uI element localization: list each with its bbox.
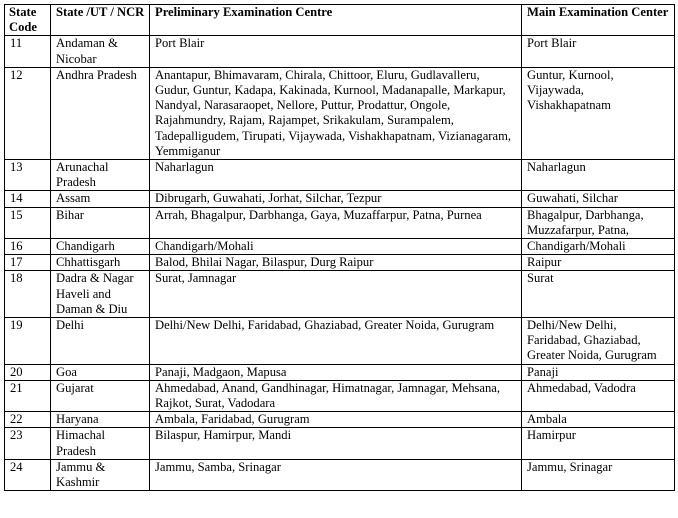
header-preliminary-centre: Preliminary Examination Centre xyxy=(150,5,522,36)
preliminary-centres-cell: Dibrugarh, Guwahati, Jorhat, Silchar, Tezpur xyxy=(150,191,522,207)
table-row xyxy=(5,459,675,490)
preliminary-centres-cell: Ahmedabad, Anand, Gandhinagar, Himatnagar, Jamnagar, Mehsana, Rajkot, Surat, Vadodara xyxy=(150,380,522,411)
main-centres-cell: Port Blair xyxy=(522,36,675,67)
state-code-cell: 19 xyxy=(5,318,51,365)
exam-centre-table xyxy=(4,4,675,491)
main-centres-cell: Raipur xyxy=(522,255,675,271)
main-centres-cell: Guntur, Kurnool, Vijaywada, Vishakhapatnam xyxy=(522,67,675,159)
state-code-cell: 16 xyxy=(5,239,51,255)
state-name-cell: Assam xyxy=(51,191,150,207)
state-code-cell: 15 xyxy=(5,207,51,238)
table-row xyxy=(5,160,675,191)
main-centres-cell: Chandigarh/Mohali xyxy=(522,239,675,255)
state-name-cell: Himachal Pradesh xyxy=(51,428,150,459)
table-header-row xyxy=(5,5,675,36)
state-name-cell: Dadra & Nagar Haveli and Daman & Diu xyxy=(51,271,150,318)
state-code-cell: 21 xyxy=(5,380,51,411)
main-centres-cell: Jammu, Srinagar xyxy=(522,459,675,490)
state-code-cell: 14 xyxy=(5,191,51,207)
main-centres-cell: Ambala xyxy=(522,412,675,428)
state-code-cell: 13 xyxy=(5,160,51,191)
preliminary-centres-cell: Balod, Bhilai Nagar, Bilaspur, Durg Raipur xyxy=(150,255,522,271)
preliminary-centres-cell: Port Blair xyxy=(150,36,522,67)
state-name-cell: Gujarat xyxy=(51,380,150,411)
header-main-centre: Main Examination Center xyxy=(522,5,675,36)
state-name-cell: Delhi xyxy=(51,318,150,365)
state-name-cell: Arunachal Pradesh xyxy=(51,160,150,191)
table-row xyxy=(5,271,675,318)
preliminary-centres-cell: Bilaspur, Hamirpur, Mandi xyxy=(150,428,522,459)
preliminary-centres-cell: Ambala, Faridabad, Gurugram xyxy=(150,412,522,428)
table-row xyxy=(5,255,675,271)
preliminary-centres-cell: Arrah, Bhagalpur, Darbhanga, Gaya, Muzaffarpur, Patna, Purnea xyxy=(150,207,522,238)
main-centres-cell: Panaji xyxy=(522,364,675,380)
table-row xyxy=(5,239,675,255)
state-name-cell: Bihar xyxy=(51,207,150,238)
state-code-cell: 22 xyxy=(5,412,51,428)
state-name-cell: Chhattisgarh xyxy=(51,255,150,271)
table-row xyxy=(5,380,675,411)
table-row xyxy=(5,191,675,207)
table-row xyxy=(5,318,675,365)
state-code-cell: 17 xyxy=(5,255,51,271)
main-centres-cell: Naharlagun xyxy=(522,160,675,191)
table-row xyxy=(5,207,675,238)
preliminary-centres-cell: Anantapur, Bhimavaram, Chirala, Chittoor, Eluru, Gudlavalleru, Gudur, Guntur, Kadapa, Kakinada, Kurnool, Madanapalle, Markapur, Nandyal, Narasaraopet, Nellore, Puttur, Prodattur, Ongole, Rajahmundry, Rajam, Rajampet, Srikakulam, Surampalem, Tadepalligudem, Tirupati, Vijaywada, Vishakhapatnam, Vizianagaram, Yemmiganur xyxy=(150,67,522,159)
state-name-cell: Jammu & Kashmir xyxy=(51,459,150,490)
table-row xyxy=(5,428,675,459)
state-code-cell: 24 xyxy=(5,459,51,490)
preliminary-centres-cell: Naharlagun xyxy=(150,160,522,191)
state-code-cell: 20 xyxy=(5,364,51,380)
state-code-cell: 12 xyxy=(5,67,51,159)
state-name-cell: Haryana xyxy=(51,412,150,428)
state-name-cell: Andhra Pradesh xyxy=(51,67,150,159)
main-centres-cell: Ahmedabad, Vadodra xyxy=(522,380,675,411)
main-centres-cell: Surat xyxy=(522,271,675,318)
preliminary-centres-cell: Chandigarh/Mohali xyxy=(150,239,522,255)
table-row xyxy=(5,67,675,159)
preliminary-centres-cell: Panaji, Madgaon, Mapusa xyxy=(150,364,522,380)
state-code-cell: 23 xyxy=(5,428,51,459)
table-row xyxy=(5,36,675,67)
table-row xyxy=(5,412,675,428)
state-name-cell: Andaman & Nicobar xyxy=(51,36,150,67)
preliminary-centres-cell: Jammu, Samba, Srinagar xyxy=(150,459,522,490)
preliminary-centres-cell: Surat, Jamnagar xyxy=(150,271,522,318)
table-row xyxy=(5,364,675,380)
header-state-code: State Code xyxy=(5,5,51,36)
state-name-cell: Chandigarh xyxy=(51,239,150,255)
main-centres-cell: Hamirpur xyxy=(522,428,675,459)
preliminary-centres-cell: Delhi/New Delhi, Faridabad, Ghaziabad, Greater Noida, Gurugram xyxy=(150,318,522,365)
main-centres-cell: Bhagalpur, Darbhanga, Muzzafarpur, Patna, xyxy=(522,207,675,238)
header-state-ut: State /UT / NCR xyxy=(51,5,150,36)
main-centres-cell: Delhi/New Delhi, Faridabad, Ghaziabad, Greater Noida, Gurugram xyxy=(522,318,675,365)
state-code-cell: 18 xyxy=(5,271,51,318)
main-centres-cell: Guwahati, Silchar xyxy=(522,191,675,207)
state-name-cell: Goa xyxy=(51,364,150,380)
state-code-cell: 11 xyxy=(5,36,51,67)
